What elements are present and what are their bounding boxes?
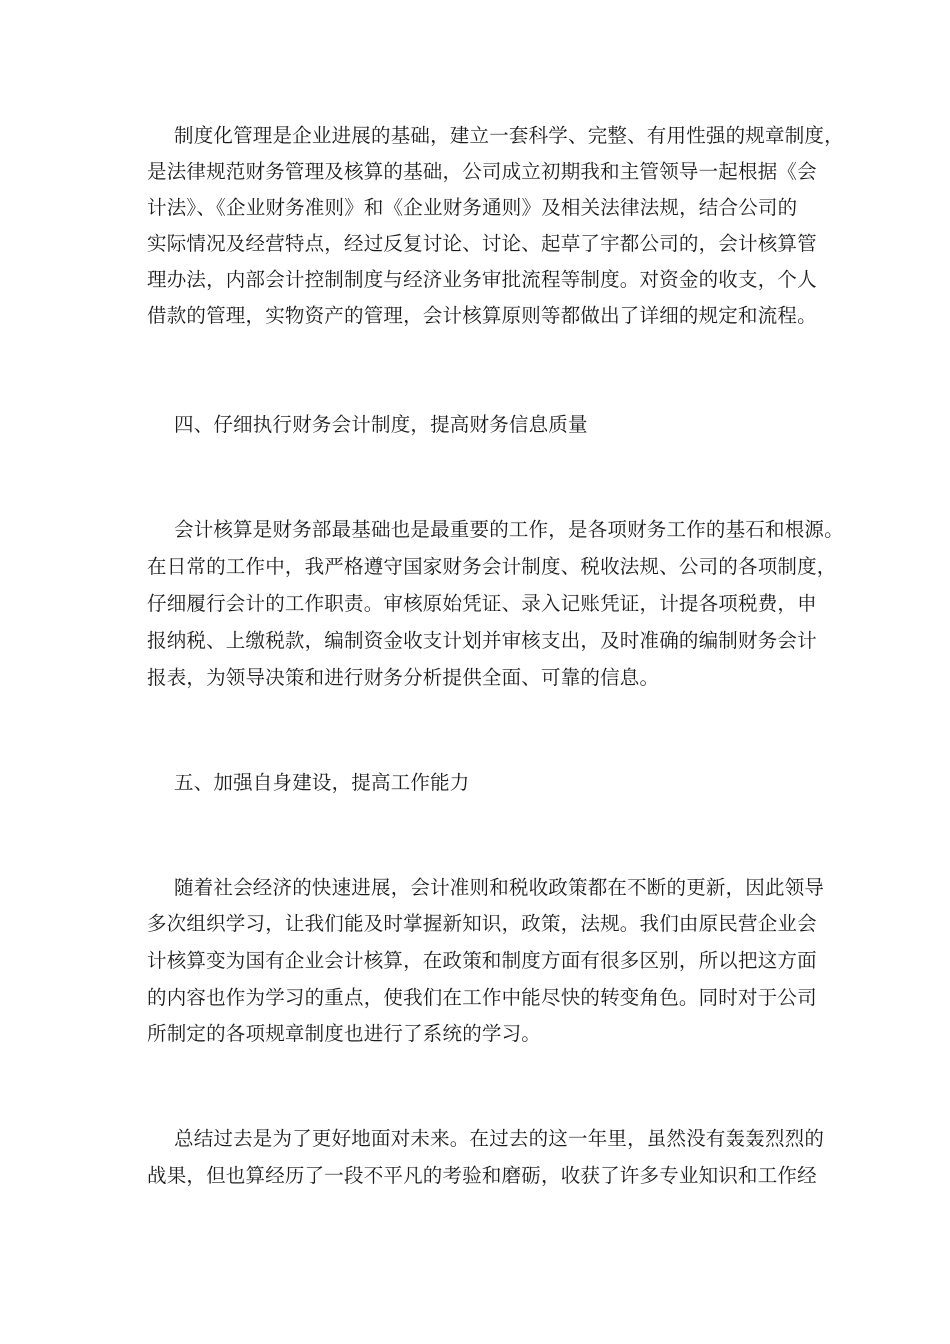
paragraph-line: 会计核算是财务部最基础也是最重要的工作，是各项财务工作的基石和根源。 [174,518,844,541]
section-heading-5: 五、加强自身建设，提高工作能力 [174,771,470,794]
paragraph-line: 总结过去是为了更好地面对未来。在过去的这一年里，虽然没有轰轰烈烈的 [174,1127,825,1150]
paragraph-line: 计法》、《企业财务准则》和《企业财务通则》及相关法律法规，结合公司的 [147,196,798,219]
paragraph-line: 制度化管理是企业进展的基础，建立一套科学、完整、有用性强的规章制度， [174,124,844,147]
paragraph-line: 战果，但也算经历了一段不平凡的考验和磨砺，收获了许多专业知识和工作经 [147,1164,817,1187]
paragraph-line: 实际情况及经营特点，经过反复讨论、讨论、起草了宇都公司的，会计核算管 [147,232,817,255]
paragraph-line: 是法律规范财务管理及核算的基础，公司成立初期我和主管领导一起根据《会 [147,160,817,183]
paragraph-line: 报纳税、上缴税款，编制资金收支计划并审核支出，及时准确的编制财务会计 [147,629,817,652]
paragraph-line: 报表，为领导决策和进行财务分析提供全面、可靠的信息。 [147,666,660,689]
paragraph-line: 所制定的各项规章制度也进行了系统的学习。 [147,1022,542,1045]
paragraph-line: 在日常的工作中，我严格遵守国家财务会计制度、税收法规、公司的各项制度， [147,555,837,578]
paragraph-line: 的内容也作为学习的重点，使我们在工作中能尽快的转变角色。同时对于公司 [147,986,817,1009]
paragraph-line: 多次组织学习，让我们能及时掌握新知识，政策，法规。我们由原民营企业会 [147,912,817,935]
paragraph-line: 随着社会经济的快速进展，会计准则和税收政策都在不断的更新，因此领导 [174,876,825,899]
paragraph-line: 借款的管理，实物资产的管理，会计核算原则等都做出了详细的规定和流程。 [147,304,817,327]
paragraph-line: 计核算变为国有企业会计核算，在政策和制度方面有很多区别，所以把这方面 [147,949,817,972]
paragraph-line: 仔细履行会计的工作职责。审核原始凭证、录入记账凭证，计提各项税费，申 [147,592,817,615]
section-heading-4: 四、仔细执行财务会计制度，提高财务信息质量 [174,413,588,436]
paragraph-line: 理办法，内部会计控制制度与经济业务审批流程等制度。对资金的收支，个人 [147,268,817,291]
